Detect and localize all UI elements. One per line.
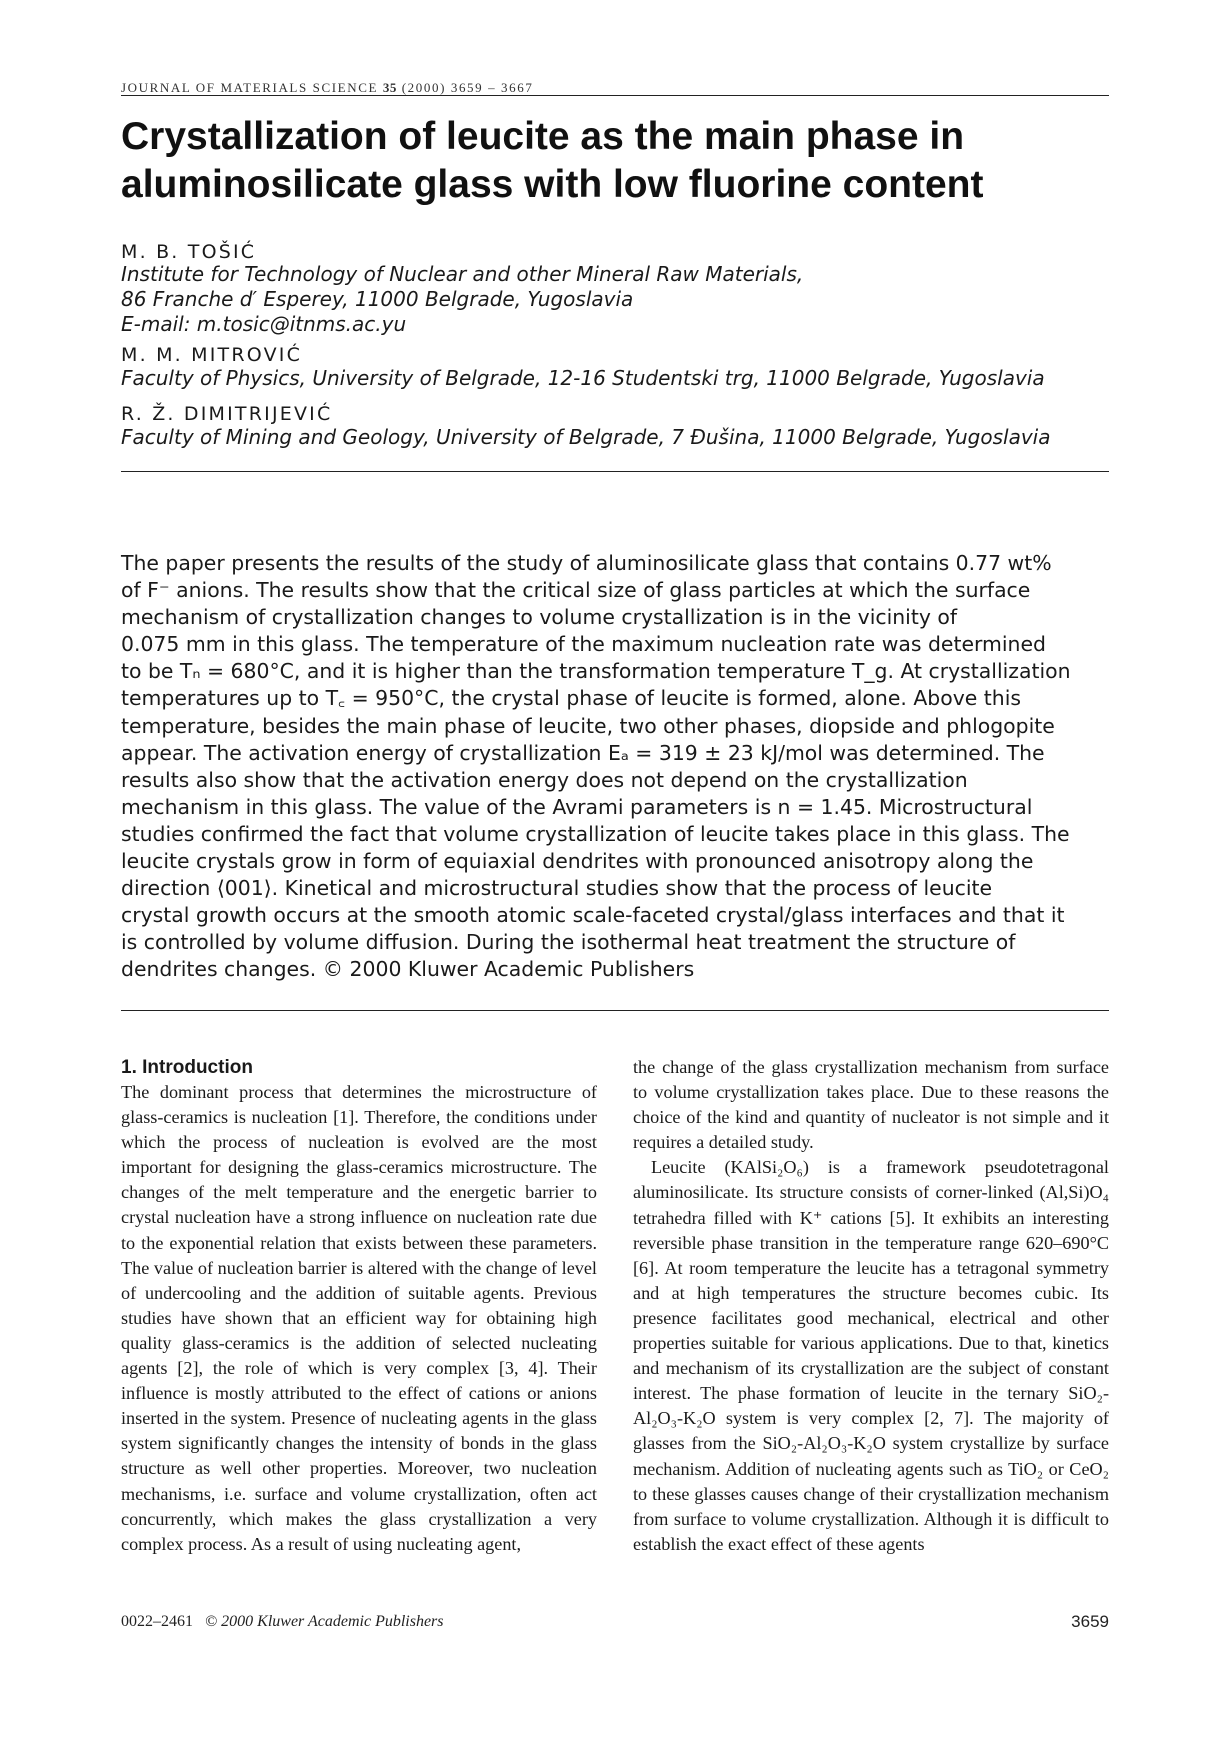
author-affiliation	[121, 262, 803, 337]
abstract-line: crystal growth occurs at the smooth atomic scale-faceted crystal/glass interfaces and that it	[121, 903, 1065, 928]
abstract-line: results also show that the activation energy does not depend on the crystallization	[121, 767, 968, 792]
body-paragraph: The dominant process that determines the microstructure of glass-ceramics is nucleation [1]. Therefore, the conditions under which the process of nucleation is evolved are the most important for designing the glass-ceramics microstructure. The changes of the melt temperature and the energetic barrier to crystal nucleation have a strong influence on nucleation rate due to the exponential relation that exists between these parameters. The value of nucleation barrier is altered with the change of level of undercooling and the addition of suitable agents. Previous studies have shown that an efficient way for obtaining high quality glass-ceramics is the addition of selected nucleating agents [2], the role of which is very complex [3, 4]. Their influence is mostly attributed to the effect of cations or anions inserted in the system. Presence of nucleating agents in the glass system significantly changes the intensity of bonds in the glass structure as well other properties. Moreover, two nucleation mechanisms, i.e. surface and volume crystallization, often act concurrently, which makes the glass crystallization a very complex process. As a result of using nucleating agent,	[121, 1082, 597, 1554]
journal-volume: 35	[382, 80, 397, 95]
left-column	[121, 1055, 597, 1557]
author-affiliation	[121, 366, 1045, 391]
abstract-line: direction ⟨001⟩. Kinetical and microstructural studies show that the process of leucite	[121, 876, 993, 901]
author-affiliation	[121, 425, 1051, 450]
affiliation-line: 86 Franche d′ Esperey, 11000 Belgrade, Yugoslavia	[121, 287, 634, 311]
abstract-bottom-rule	[121, 1010, 1109, 1011]
journal-header	[121, 80, 533, 96]
abstract-line: appear. The activation energy of crystallization Eₐ = 319 ± 23 kJ/mol was determined. The	[121, 740, 1045, 765]
paper-title	[121, 113, 1109, 209]
right-column	[633, 1055, 1109, 1557]
section-heading: 1. Introduction	[121, 1057, 253, 1078]
body-paragraph: the change of the glass crystallization mechanism from surface to volume crystallization takes place. Due to these reasons the choice of the kind and quantity of nucleator is not simple and it requires a detailed study.	[633, 1057, 1109, 1153]
abstract-line: mechanism in this glass. The value of the Avrami parameters is n = 1.45. Microstructural	[121, 794, 1033, 819]
abstract-line: leucite crystals grow in form of equiaxial dendrites with pronounced anisotropy along the	[121, 849, 1034, 874]
title-line: aluminosilicate glass with low fluorine content	[121, 163, 984, 206]
title-line: Crystallization of leucite as the main phase in	[121, 115, 965, 158]
journal-name: JOURNAL OF MATERIALS SCIENCE	[121, 80, 383, 95]
abstract	[121, 550, 1109, 984]
page-number: 3659	[1071, 1612, 1109, 1631]
footer-issn-copyright	[121, 1613, 444, 1631]
author-name: M. B. TOŠIĆ	[121, 241, 257, 263]
abstract-line: temperatures up to T꜀ = 950°C, the crystal phase of leucite is formed, alone. Above this	[121, 686, 1021, 711]
abstract-line: to be Tₙ = 680°C, and it is higher than the transformation temperature T_g. At crystallization	[121, 659, 1071, 684]
abstract-line: is controlled by volume diffusion. During the isothermal heat treatment the structure of	[121, 930, 1016, 955]
author-name: M. M. MITROVIĆ	[121, 344, 303, 366]
issn: 0022–2461	[121, 1613, 193, 1630]
abstract-line: studies confirmed the fact that volume crystallization of leucite takes place in this glass. The	[121, 821, 1070, 846]
abstract-top-rule	[121, 471, 1109, 472]
abstract-line: dendrites changes. © 2000 Kluwer Academic Publishers	[121, 957, 695, 982]
affiliation-line: Faculty of Physics, University of Belgrade, 12-16 Studentski trg, 11000 Belgrade, Yugoslavia	[121, 366, 1045, 390]
paper-page	[121, 0, 1109, 1748]
author-email: E-mail: m.tosic@itnms.ac.yu	[121, 312, 407, 336]
abstract-line: mechanism of crystallization changes to volume crystallization is in the vicinity of	[121, 605, 958, 630]
footer-copyright: © 2000 Kluwer Academic Publishers	[205, 1613, 444, 1630]
journal-year-pages: (2000) 3659 – 3667	[396, 80, 534, 95]
affiliation-line: Faculty of Mining and Geology, University of Belgrade, 7 Đušina, 11000 Belgrade, Yugoslavia	[121, 425, 1051, 449]
header-rule	[121, 95, 1109, 96]
affiliation-line: Institute for Technology of Nuclear and other Mineral Raw Materials,	[121, 262, 804, 286]
body-paragraph: Leucite (KAlSi₂O₆) is a framework pseudotetragonal aluminosilicate. Its structure consists of corner-linked (Al,Si)O₄ tetrahedra filled with K⁺ cations [5]. It exhibits an interesting reversible phase transition in the temperature range 620–690°C [6]. At room temperature the leucite has a tetragonal symmetry and at high temperatures the structure becomes cubic. Its presence facilitates good mechanical, electrical and other properties suitable for various applications. Due to that, kinetics and mechanism of its crystallization are the subject of constant interest. The phase formation of leucite in the ternary SiO₂-Al₂O₃-K₂O system is very complex [2, 7]. The majority of glasses from the SiO₂-Al₂O₃-K₂O system crystallize by surface mechanism. Addition of nucleating agents such as TiO₂ or CeO₂ to these glasses causes change of their crystallization mechanism from surface to volume crystallization. Although it is difficult to establish the exact effect of these agents	[633, 1157, 1109, 1554]
abstract-line: The paper presents the results of the study of aluminosilicate glass that contains 0.77 wt%	[121, 551, 1052, 575]
abstract-line: of F⁻ anions. The results show that the critical size of glass particles at which the surface	[121, 578, 1031, 603]
author-name: R. Ž. DIMITRIJEVIĆ	[121, 403, 333, 425]
abstract-line: temperature, besides the main phase of leucite, two other phases, diopside and phlogopite	[121, 713, 1055, 738]
abstract-line: 0.075 mm in this glass. The temperature of the maximum nucleation rate was determined	[121, 632, 1046, 657]
